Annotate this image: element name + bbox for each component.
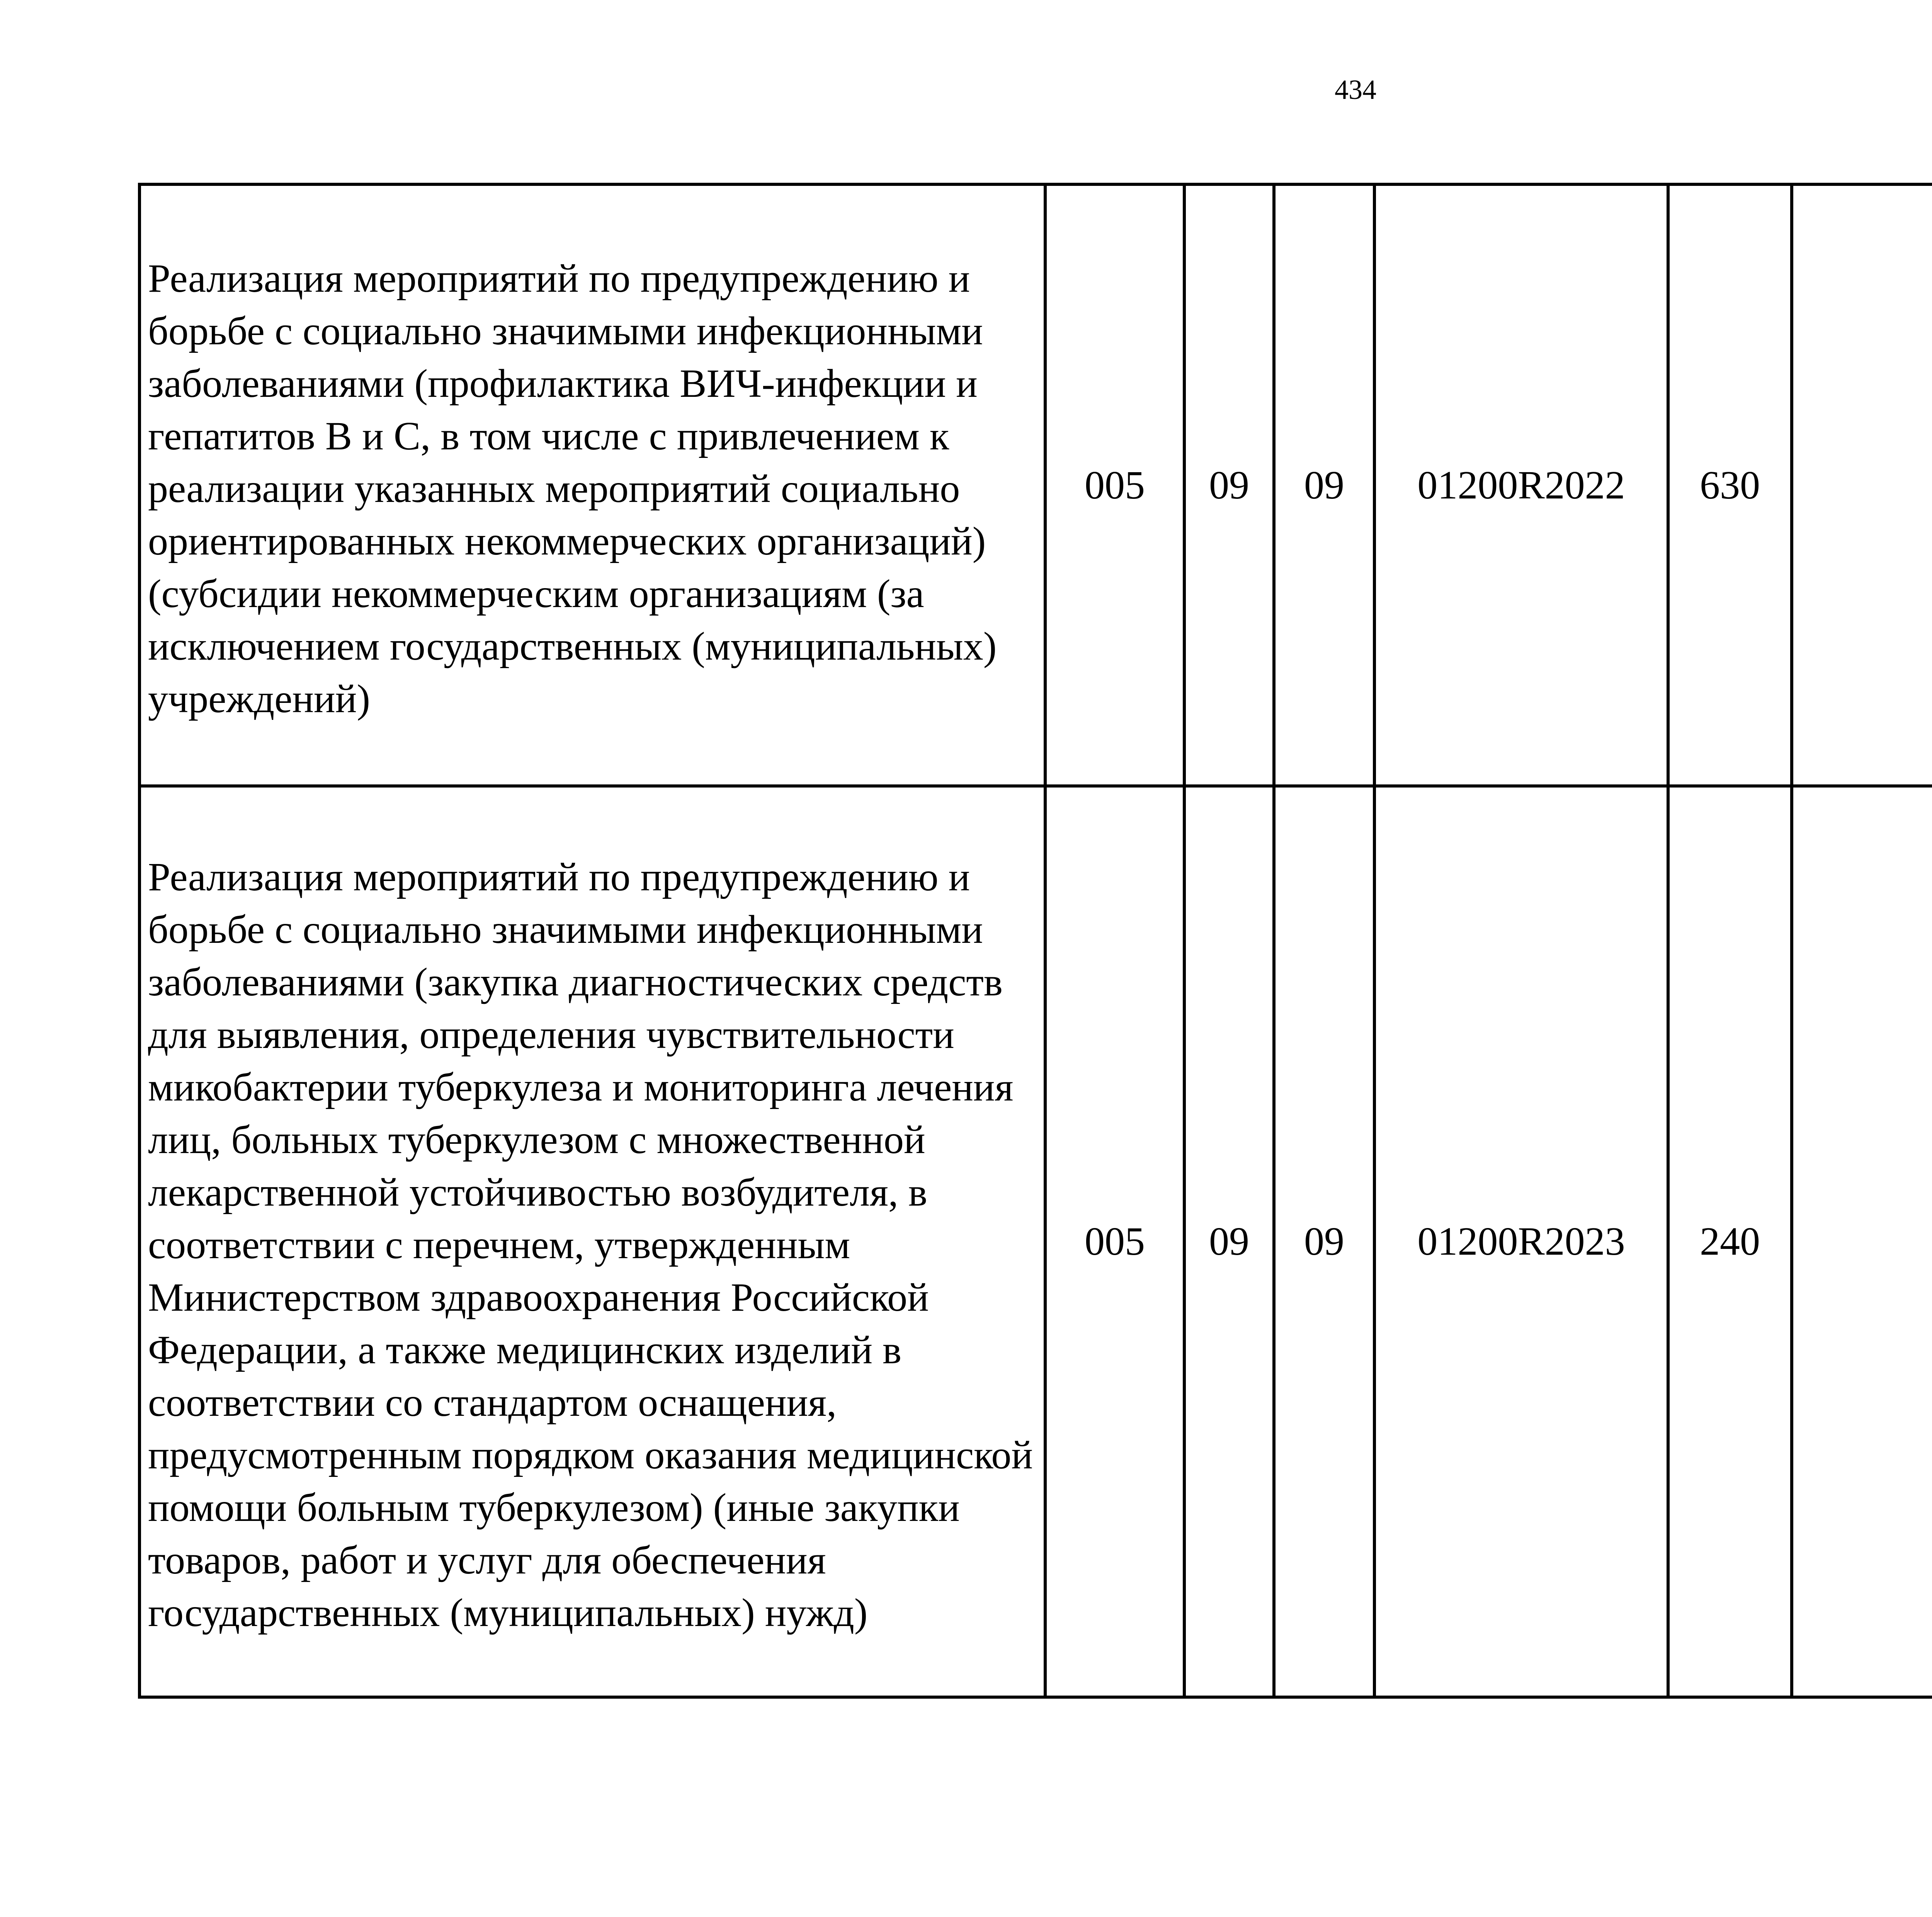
target-article-cell: 01200R2023 xyxy=(1374,786,1668,1697)
table-row xyxy=(139,786,1932,1697)
description-cell xyxy=(139,184,1045,786)
description-cell xyxy=(139,786,1045,1697)
amount-1-cell xyxy=(1792,184,1932,786)
ministry-code-cell: 005 xyxy=(1045,786,1184,1697)
subsection-cell: 09 xyxy=(1274,184,1374,786)
expense-type-cell: 240 xyxy=(1668,786,1792,1697)
description-text: Реализация мероприятий по предупреждению и борьбе с социально значимыми инфекционными заболеваниями (профилактика ВИЧ-инфекции и гепатитов В и С, в том числе с привлечением к реализации указанных мероприятий социально ориентированных некоммерческих организаций) (субсидии некоммерческим организациям (за исключением государственных (муниципальных) учреждений) xyxy=(148,256,997,721)
expense-type-cell: 630 xyxy=(1668,184,1792,786)
section-cell: 09 xyxy=(1184,184,1274,786)
section-cell: 09 xyxy=(1184,786,1274,1697)
table-row xyxy=(139,184,1932,786)
target-article-cell: 01200R2022 xyxy=(1374,184,1668,786)
ministry-code-cell: 005 xyxy=(1045,184,1184,786)
subsection-cell: 09 xyxy=(1274,786,1374,1697)
amount-1-cell xyxy=(1792,786,1932,1697)
description-text: Реализация мероприятий по предупреждению и борьбе с социально значимыми инфекционными заболеваниями (закупка диагностических средств для выявления, определения чувствительности микобактерии туберкулеза и мониторинга лечения лиц, больных туберкулезом с множественной лекарственной устойчивостью возбудителя, в соответствии с перечнем, утвержденным Министерством здравоохранения Российской Федерации, а также медицинских изделий в соответствии со стандартом оснащения, предусмотренным порядком оказания медицинской помощи больным туберкулезом) (иные закупки товаров, работ и услуг для обеспечения государственных (муниципальных) нужд) xyxy=(148,855,1033,1635)
page-number: 434 xyxy=(1335,74,1376,105)
budget-table xyxy=(138,183,1932,1699)
